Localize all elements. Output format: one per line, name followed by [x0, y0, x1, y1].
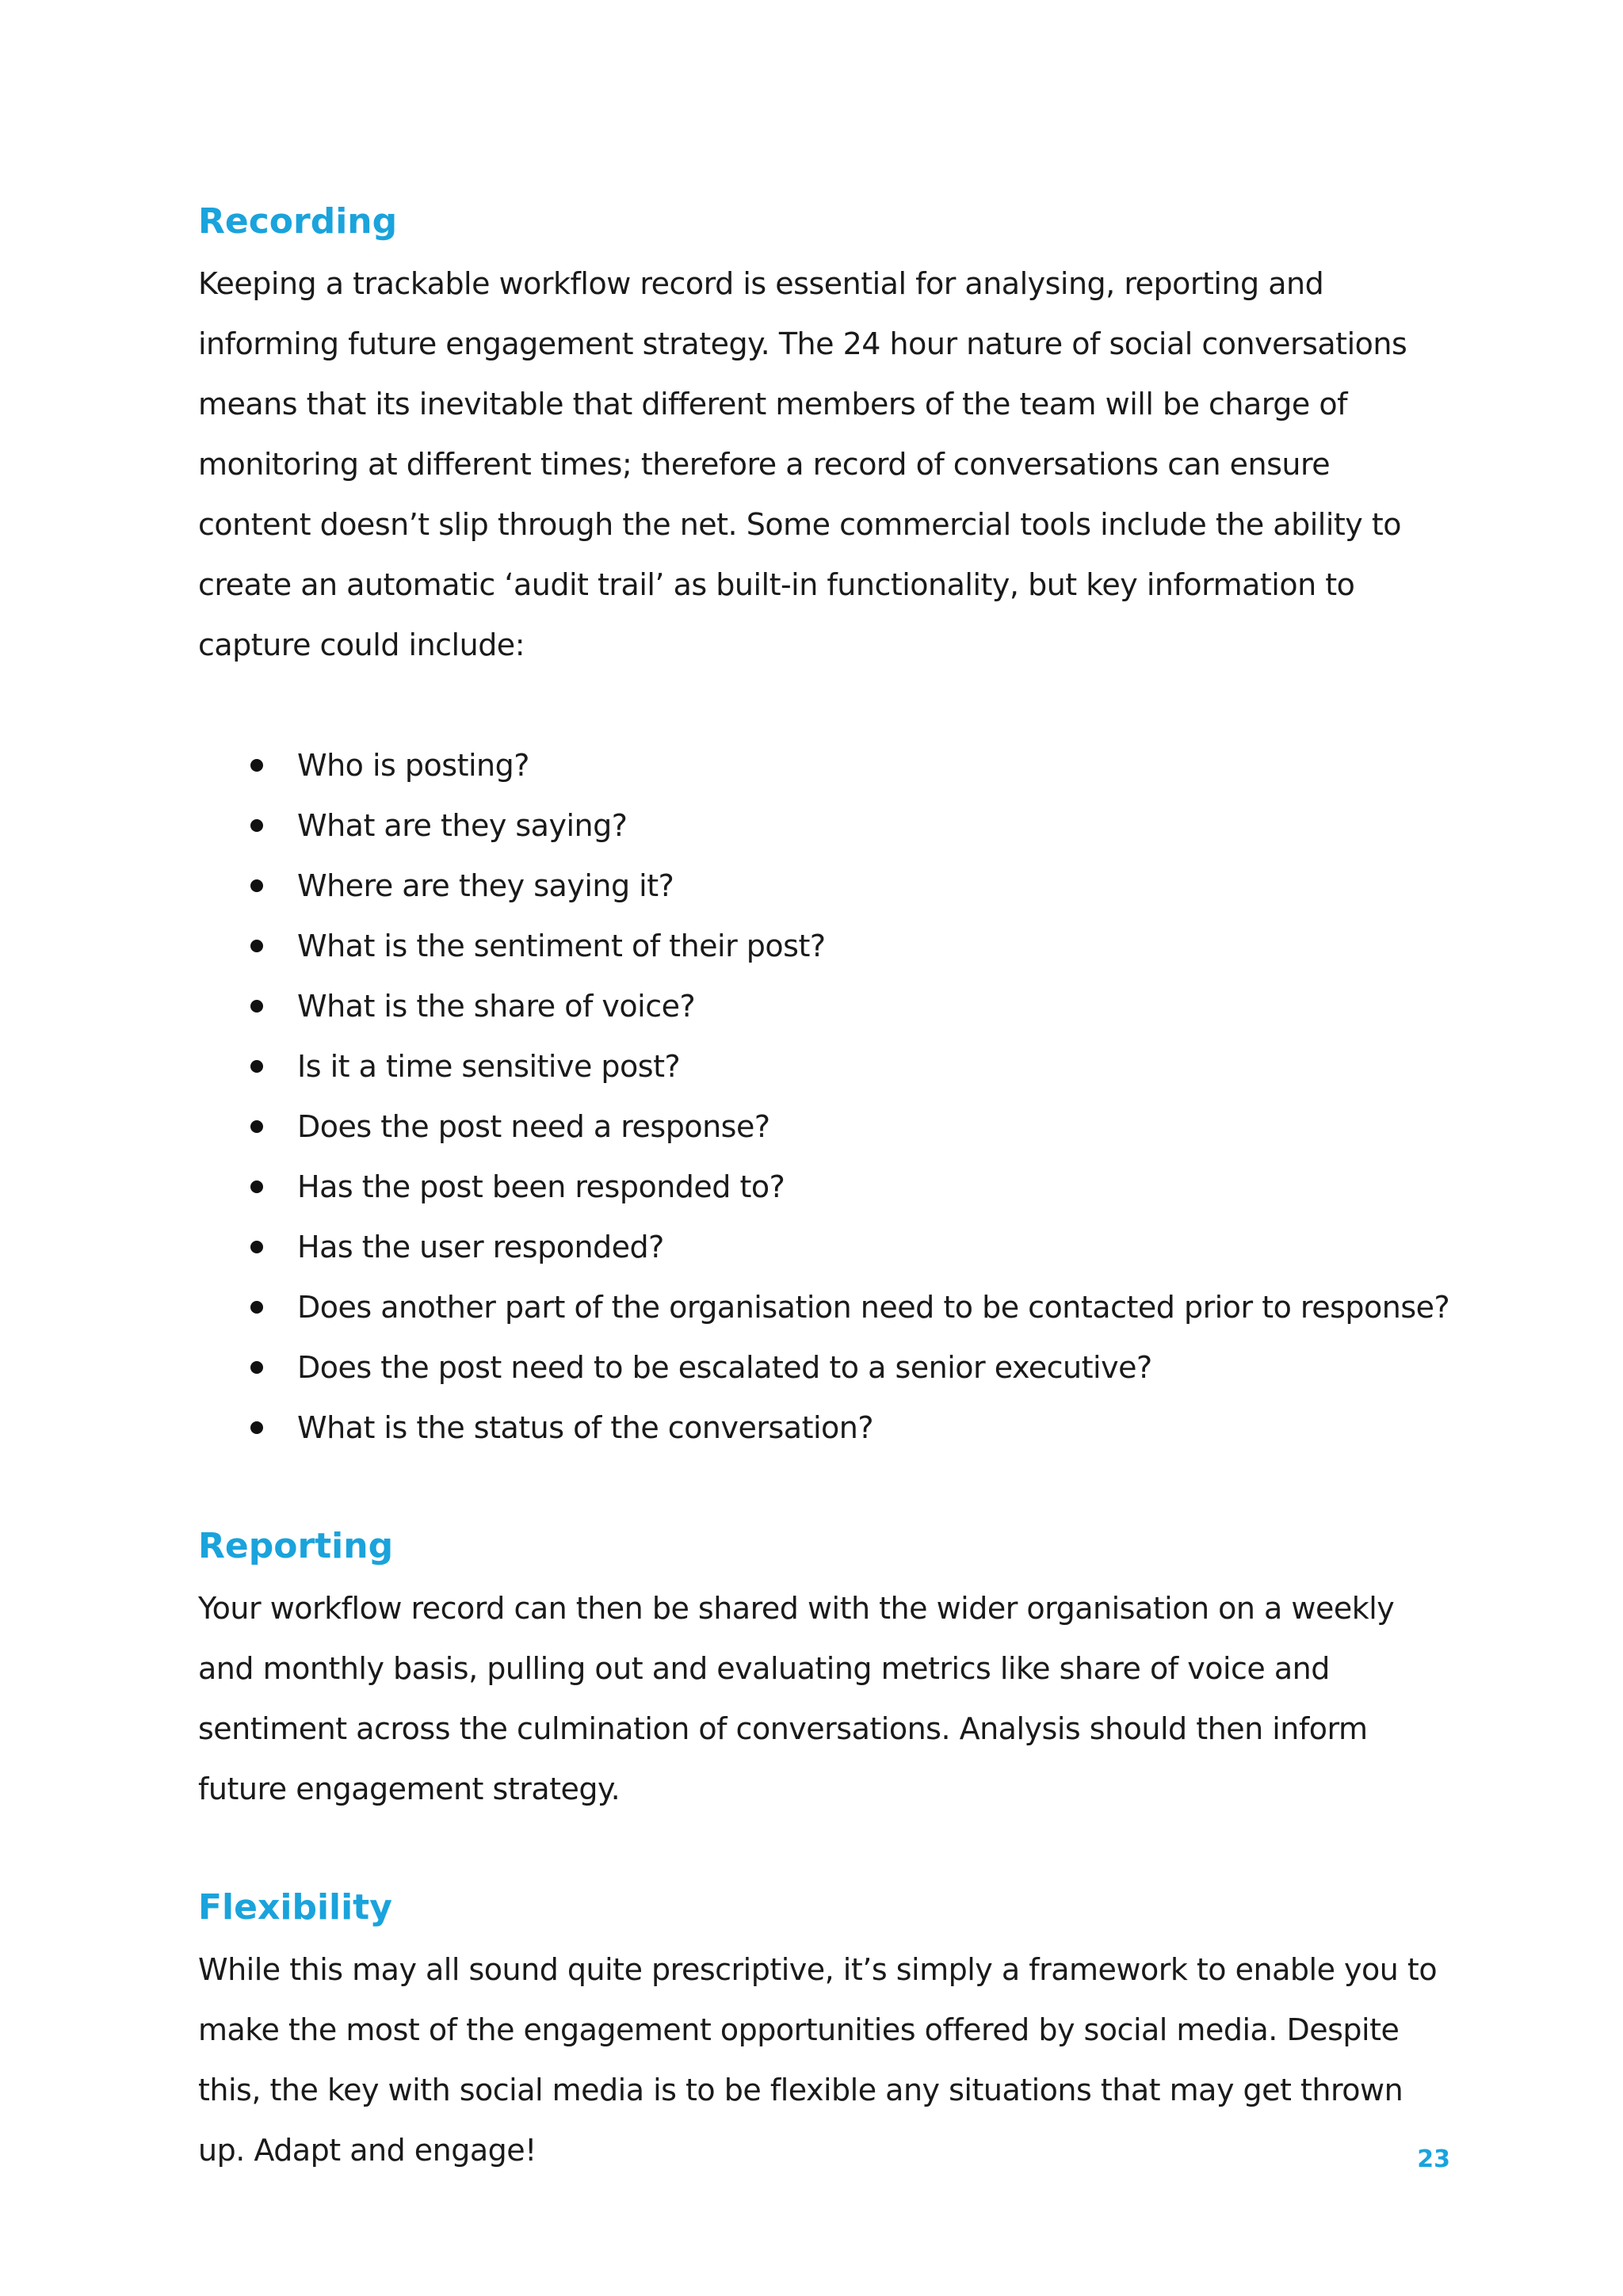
list-item [198, 856, 1450, 916]
list-item-text: Does the post need a response? [297, 1109, 770, 1144]
recording-heading: Recording [198, 201, 398, 242]
list-item [198, 976, 1450, 1036]
bullet-icon [250, 1421, 263, 1434]
bullet-icon [250, 759, 263, 772]
list-item-text: What is the status of the conversation? [297, 1410, 874, 1445]
list-item [198, 916, 1450, 976]
list-item-text: What is the share of voice? [297, 989, 696, 1024]
list-item [198, 1036, 1450, 1097]
bullet-icon [250, 1120, 263, 1133]
list-item-text: Who is posting? [297, 748, 529, 783]
list-item-text: What are they saying? [297, 808, 628, 843]
list-item [198, 1157, 1450, 1217]
recording-paragraph: Keeping a trackable workflow record is essential for analysing, reporting and informing future engagement strategy. The 24 hour nature of social conversations means that its inevitable that different members of the team will be charge of monitoring at different times; therefore a record of conversations can ensure content doesn’t slip through the net. Some commercial tools include the ability to create an automatic ‘audit trail’ as built-in functionality, but key information to capture could include: [198, 266, 1407, 662]
page-number: 23 [1417, 2145, 1450, 2173]
flexibility-paragraph: While this may all sound quite prescriptive, it’s simply a framework to enable you to make the most of the engagement opportunities offered by social media. Despite this, the key with social media is to be flexible any situations that may get thrown up. Adapt and engage! [198, 1952, 1438, 2168]
bullet-icon [250, 819, 263, 832]
list-item-text: Does the post need to be escalated to a senior executive? [297, 1350, 1152, 1385]
bullet-icon [250, 1060, 263, 1073]
bullet-icon [250, 879, 263, 892]
reporting-section [198, 1521, 1450, 1819]
reporting-paragraph: Your workflow record can then be shared with the wider organisation on a weekly and monthly basis, pulling out and evaluating metrics like share of voice and sentiment across the culmination of conversations. Analysis should then inform future engagement strategy. [198, 1591, 1395, 1806]
flexibility-heading: Flexibility [198, 1887, 392, 1928]
list-item-text: What is the sentiment of their post? [297, 929, 826, 963]
list-item [198, 1277, 1450, 1337]
list-item-text: Where are they saying it? [297, 868, 674, 903]
list-item [198, 1398, 1450, 1458]
list-item [198, 1097, 1450, 1157]
bullet-icon [250, 1301, 263, 1314]
bullet-icon [250, 1000, 263, 1013]
bullet-icon [250, 1361, 263, 1374]
list-item-text: Has the post been responded to? [297, 1169, 785, 1204]
list-item [198, 1217, 1450, 1277]
list-item [198, 1337, 1450, 1398]
list-item-text: Has the user responded? [297, 1230, 664, 1264]
list-item-text: Does another part of the organisation need to be contacted prior to response? [297, 1290, 1450, 1325]
list-item-text: Is it a time sensitive post? [297, 1049, 681, 1084]
bullet-icon [250, 940, 263, 952]
list-item [198, 795, 1450, 856]
recording-bullet-list [198, 735, 1450, 1458]
list-item [198, 735, 1450, 795]
page-content [198, 196, 1450, 2180]
bullet-icon [250, 1241, 263, 1253]
recording-section [198, 196, 1450, 1458]
bullet-icon [250, 1180, 263, 1193]
flexibility-section [198, 1882, 1450, 2180]
reporting-heading: Reporting [198, 1526, 394, 1566]
